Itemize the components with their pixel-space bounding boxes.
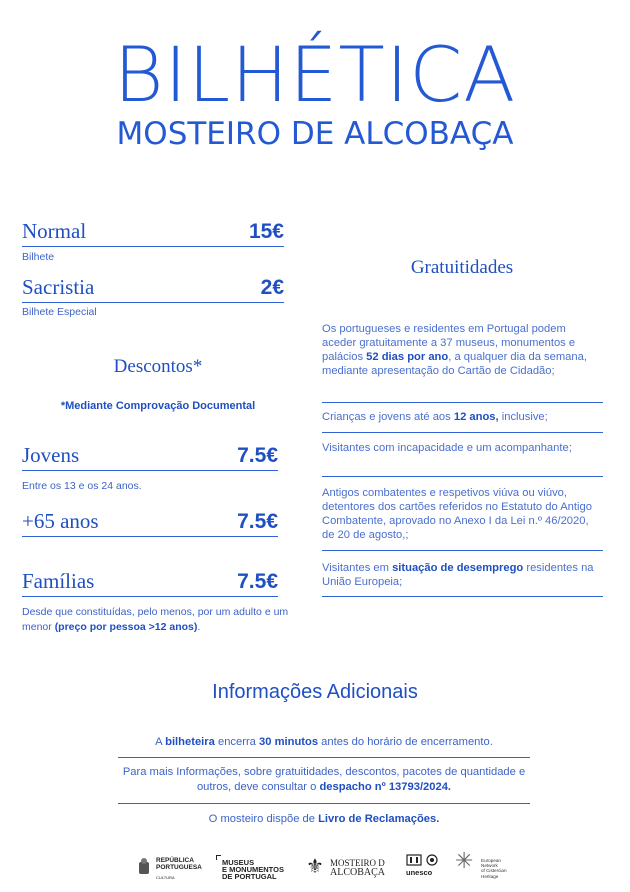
unesco-logo: unesco	[405, 853, 445, 883]
divider	[322, 432, 603, 433]
page-subtitle: MOSTEIRO DE ALCOBAÇA	[116, 116, 514, 152]
temple-icon	[405, 853, 441, 867]
ticket-normal	[22, 216, 284, 247]
discount-note: Desde que constituídas, pelo menos, por um adulto e um menor (preço por pessoa >12 anos).	[22, 606, 289, 633]
discount-name: Jovens	[22, 443, 80, 467]
ticket-note: Bilhete Especial	[22, 306, 97, 318]
gratuity-item: Visitantes com incapacidade e um acompanhante;	[322, 442, 572, 454]
ticket-price: 2€	[260, 276, 284, 299]
ticket-note: Bilhete	[22, 251, 55, 263]
mosteiro-alcobaca-logo: ⚜ MOSTEIRO D ALCOBAÇA	[306, 856, 386, 878]
divider	[322, 596, 603, 597]
divider	[322, 476, 603, 477]
page-title: BILHÉTICA	[113, 30, 517, 119]
divider	[118, 803, 530, 804]
discount-name: Famílias	[22, 569, 95, 593]
museus-monumentos-logo: MUSEUS E MONUMENTOS DE PORTUGAL	[216, 855, 300, 883]
discount-name: +65 anos	[22, 509, 99, 533]
discount-price: 7.5€	[237, 510, 278, 533]
discount-price: 7.5€	[237, 570, 278, 593]
fleur-de-lis-icon: ⚜	[306, 856, 324, 878]
discount-note: Entre os 13 e os 24 anos.	[22, 480, 142, 492]
discounts-title: Descontos*	[113, 356, 203, 377]
ticket-name: Normal	[22, 219, 87, 243]
cistercian-heritage-logo: ✳ European Network of Cistercian Heritage	[455, 848, 507, 879]
discount-price: 7.5€	[237, 444, 278, 467]
ticket-name: Sacristia	[22, 275, 95, 299]
gratuity-item: Antigos combatentes e respetivos viúva ou viúvo, detentores dos cartões referidos no Estatuto do Antigo Combatente, aprovado no Anexo I da Lei n.º 46/2020, de 20 de agosto,;	[322, 487, 592, 541]
discounts-note: *Mediante Comprovação Documental	[60, 400, 256, 412]
ticket-price: 15€	[248, 220, 284, 243]
info-title: Informações Adicionais	[212, 681, 418, 703]
info-line: O mosteiro dispõe de Livro de Reclamações.	[208, 813, 440, 825]
starburst-icon: ✳	[455, 848, 474, 873]
coat-of-arms-icon	[136, 857, 152, 879]
ticket-sacristia	[22, 272, 284, 303]
gratuities-title: Gratuitidades	[410, 257, 514, 278]
info-line: Para mais Informações, sobre gratuitidades, descontos, pacotes de quantidade e outros, deve consultar o despacho nº 13793/2024.	[122, 766, 526, 793]
discount-jovens	[22, 440, 278, 471]
divider	[322, 550, 603, 551]
divider	[118, 757, 530, 758]
discount-65	[22, 506, 278, 537]
gratuity-item: Crianças e jovens até aos 12 anos, inclusive;	[322, 411, 548, 423]
divider	[322, 402, 603, 403]
gratuity-item: Os portugueses e residentes em Portugal podem aceder gratuitamente a 37 museus, monumentos e palácios 52 dias por ano, a qualquer dia da semana, mediante apresentação do Cartão de Cidadão;	[322, 323, 587, 377]
republica-portuguesa-logo: REPÚBLICA PORTUGUESA CULTURA	[136, 855, 212, 883]
info-line: A bilheteira encerra 30 minutos antes do horário de encerramento.	[155, 736, 493, 748]
gratuity-item: Visitantes em situação de desemprego residentes na União Europeia;	[322, 562, 594, 588]
discount-familias	[22, 566, 278, 597]
